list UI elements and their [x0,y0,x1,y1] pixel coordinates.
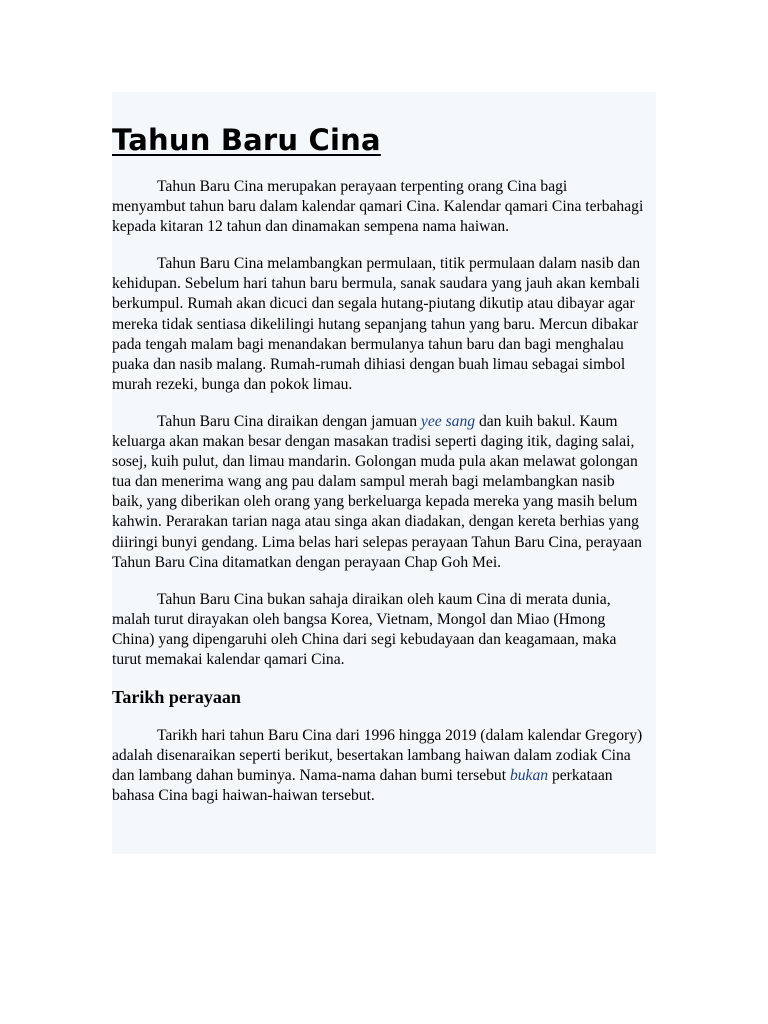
paragraph-celebration [112,412,644,573]
document-content-area [112,92,656,854]
paragraph-dates-text-end: perkataan bahasa Cina bagi haiwan-haiwan tersebut. [112,767,613,805]
paragraph-intro: Tahun Baru Cina merupakan perayaan terpenting orang Cina bagi menyambut tahun baru dalam kalendar qamari Cina. Kalendar qamari Cina terbahagi kepada kitaran 12 tahun dan dinamakan sempena nama haiwan. [112,178,644,236]
paragraph-celebration-text-start: Tahun Baru Cina diraikan dengan jamuan [157,412,421,430]
yee-sang-term: yee sang [420,412,476,430]
paragraph-dates-text-start: Tarikh hari tahun Baru Cina dari 1996 hingga 2019 (dalam kalendar Gregory) adalah disenaraikan seperti berikut, besertakan lambang haiwan dalam zodiak Cina dan lambang dahan buminya. Nama-nama dahan bumi tersebut [112,727,643,785]
paragraph-other-nations: Tahun Baru Cina bukan sahaja diraikan oleh kaum Cina di merata dunia, malah turut dirayakan oleh bangsa Korea, Vietnam, Mongol dan Miao (Hmong China) yang dipengaruhi oleh China dari segi kebudayaan dan keagamaan, maka turut memakai kalendar qamari Cina. [112,590,617,668]
bukan-term: bukan [509,767,549,785]
section-heading-tarikh: Tarikh perayaan [112,687,241,708]
paragraph-symbolism: Tahun Baru Cina melambangkan permulaan, titik permulaan dalam nasib dan kehidupan. Sebelum hari tahun baru bermula, sanak saudara yang jauh akan kembali berkumpul. Rumah akan dicuci dan segala hutang-piutang dikutip atau dibayar agar mereka tidak sentiasa dikelilingi hutang sepanjang tahun yang baru. Mercun dibakar pada tengah malam bagi menandakan bermulanya tahun baru dan bagi menghalau puaka dan nasib malang. Rumah-rumah dihiasi dengan buah limau sebagai simbol murah rezeki, bunga dan pokok limau. [112,255,641,393]
document-title: Tahun Baru Cina [112,123,381,157]
paragraph-dates [112,726,644,806]
paragraph-celebration-text-end: dan kuih bakul. Kaum keluarga akan makan besar dengan masakan tradisi seperti daging itik, daging salai, sosej, kuih pulut, dan limau mandarin. Golongan muda pula akan melawat golongan tua dan menerima wang ang pau dalam sampul merah bagi melambangkan nasib baik, yang diberikan oleh orang yang berkeluarga kepada mereka yang masih belum kahwin. Perarakan tarian naga atau singa akan diadakan, dengan kereta berhias yang diiringi bunyi gendang. Lima belas hari selepas perayaan Tahun Baru Cina, perayaan Tahun Baru Cina ditamatkan dengan perayaan Chap Goh Mei. [112,412,642,571]
document-body [112,120,644,806]
